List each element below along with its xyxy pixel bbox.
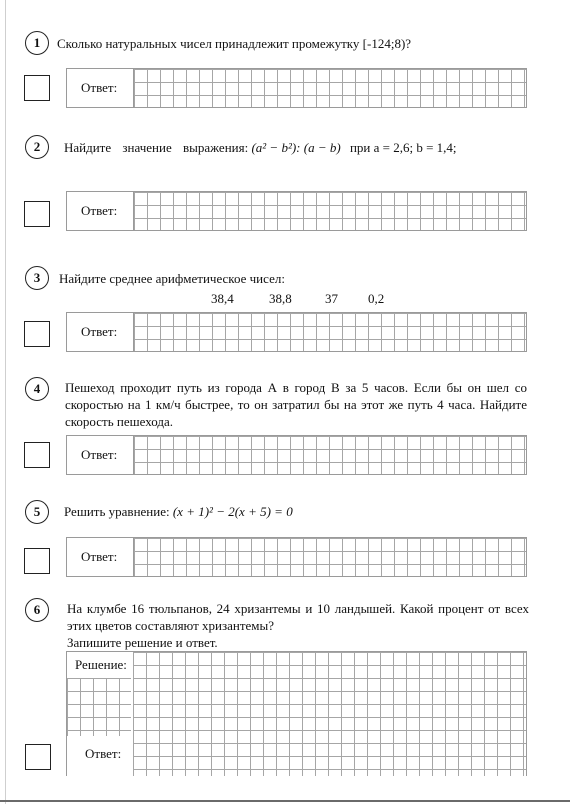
question-3-checkbox[interactable] [24,321,50,347]
question-6-solution-grid[interactable] [133,652,526,776]
question-6-answer-label: Ответ: [85,746,122,761]
question-6-text: На клумбе 16 тюльпанов, 24 хризантемы и 10 ландышей. Какой процент от всех этих цветов составляют хризантемы? [67,601,529,633]
question-5-number-text: 5 [33,504,41,519]
question-3-answer-box[interactable] [66,312,527,352]
question-5-checkbox[interactable] [24,548,50,574]
question-4-number-text: 4 [33,381,41,396]
question-2-condition: при a = 2,6; b = 1,4; [349,140,457,155]
question-3-answer-grid[interactable] [133,313,526,351]
question-6-instruction: Запишите решение и ответ. [67,635,218,650]
question-6-number-text: 6 [33,602,41,617]
question-3-value-2: 38,8 [269,291,292,306]
question-2-number [25,135,49,159]
question-5-prefix: Решить уравнение: [64,504,170,519]
page-margin-line [5,0,6,804]
question-6-number [25,598,49,622]
question-3-text: Найдите среднее арифметическое чисел: [59,271,285,286]
question-3-value-4: 0,2 [368,291,385,306]
question-5-answer-label: Ответ: [81,549,118,564]
question-5-answer-box[interactable] [66,537,527,577]
question-4-text: Пешеход проходит путь из города А в город В за 5 часов. Если бы он шел со скоростью на 1 км/ч быстрее, то он затратил бы на этот же путь 4 часа. Найдите скорость пешехода. [65,380,527,429]
question-4-checkbox[interactable] [24,442,50,468]
question-6-solution-box[interactable] [66,651,527,776]
question-5-equation: (x + 1)² − 2(x + 5) = 0 [172,504,293,519]
question-2-prefix: Найдите значение выражения: [64,140,249,155]
question-5-text [64,503,293,520]
question-3-answer-label: Ответ: [81,324,118,339]
question-3-number [25,266,49,290]
page-bottom-rule [0,800,570,802]
question-6-checkbox[interactable] [25,744,51,770]
question-2-answer-grid[interactable] [133,192,526,230]
question-1-answer-label: Ответ: [81,80,118,95]
question-3-value-3: 37 [325,291,338,306]
question-6-solution-grid-left[interactable] [67,678,131,736]
question-2-checkbox[interactable] [24,201,50,227]
question-1-number-text: 1 [33,35,41,50]
question-2-number-text: 2 [33,139,41,154]
question-5-number [25,500,49,524]
question-1-checkbox[interactable] [24,75,50,101]
question-2-answer-box[interactable] [66,191,527,231]
question-1-text: Сколько натуральных чисел принадлежит промежутку [-124;8)? [57,36,412,51]
question-4-number [25,377,49,401]
question-5-answer-grid[interactable] [133,538,526,576]
question-4-answer-label: Ответ: [81,447,118,462]
question-6-solution-label: Решение: [75,657,127,672]
question-1-answer-grid[interactable] [133,69,526,107]
question-4-answer-box[interactable] [66,435,527,475]
question-2-answer-label: Ответ: [81,203,118,218]
question-2-expression: (a² − b²): (a − b) [251,140,341,155]
question-4-answer-grid[interactable] [133,436,526,474]
question-3-number-text: 3 [33,270,41,285]
question-1-number [25,31,49,55]
question-1-answer-box[interactable] [66,68,527,108]
question-3-value-1: 38,4 [211,291,234,306]
question-2-text [64,139,524,156]
